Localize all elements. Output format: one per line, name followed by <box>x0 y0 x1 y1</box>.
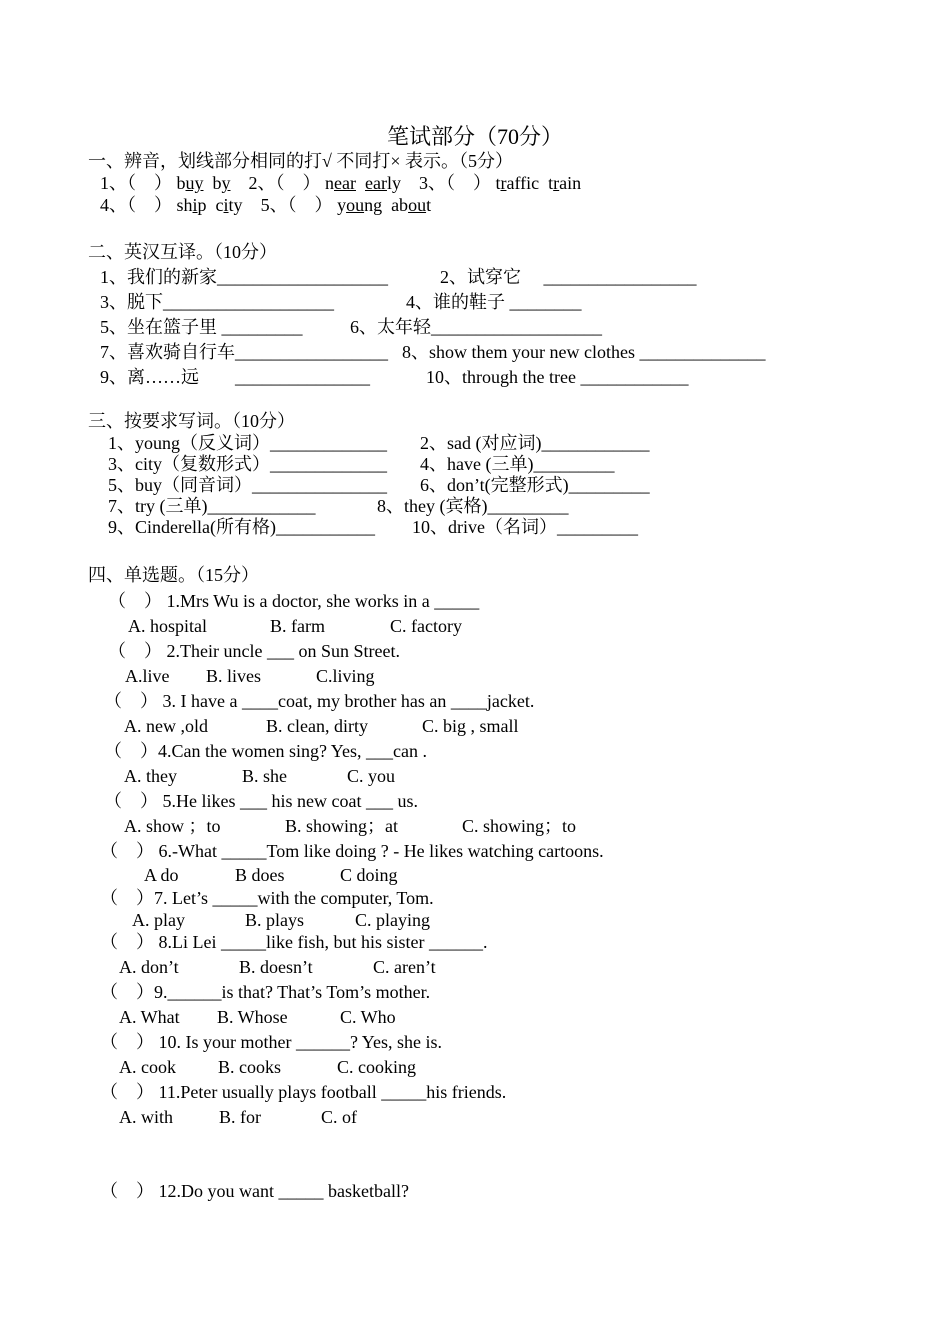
word-form-item: 6、don’t(完整形式)_________ <box>420 475 650 495</box>
word-form-item: 7、try (三单)____________ <box>108 496 316 516</box>
word-form-item: 4、have (三单)_________ <box>420 454 615 474</box>
section-4-heading: 四、单选题。（15分） <box>88 565 259 585</box>
translation-item: 6、太年轻___________________ <box>350 317 602 337</box>
item-number: 4、（ ） <box>100 195 172 215</box>
question-text: （ ） 8.Li Lei _____like fish, but his sister ______. <box>100 932 488 952</box>
word: buy <box>176 173 204 193</box>
option: C. factory <box>390 616 462 636</box>
question-text: （ ） 10. Is your mother ______? Yes, she is. <box>100 1032 442 1052</box>
item-number: 3、（ ） <box>418 173 491 193</box>
option: A.live <box>125 666 170 686</box>
word-form-item: 2、sad (对应词)____________ <box>420 433 650 453</box>
question-text: （ ）4.Can the women sing? Yes, ___can . <box>104 741 427 761</box>
question-text: （ ） 1.Mrs Wu is a doctor, she works in a _____ <box>108 591 480 611</box>
translation-item: 2、试穿它 _________________ <box>440 267 697 287</box>
translation-item: 8、show them your new clothes ______________ <box>402 342 766 362</box>
option: C. you <box>347 766 396 786</box>
word: train <box>548 173 582 193</box>
option: C. Who <box>340 1007 396 1027</box>
option: B does <box>235 865 285 885</box>
translation-item: 1、我们的新家___________________ <box>100 267 388 287</box>
option: C. showing；to <box>462 816 577 836</box>
option: B. she <box>242 766 287 786</box>
option: A. cook <box>119 1057 176 1077</box>
word-form-item: 8、they (宾格)_________ <box>377 496 569 516</box>
item-number: 2、（ ） <box>248 173 321 193</box>
word: about <box>391 195 432 215</box>
translation-item: 7、喜欢骑自行车_________________ <box>100 342 388 362</box>
option: A. hospital <box>128 616 207 636</box>
word: city <box>215 195 243 215</box>
option: B. farm <box>270 616 325 636</box>
option: C. playing <box>355 910 430 930</box>
option: B. clean, dirty <box>266 716 368 736</box>
option: C. of <box>321 1107 357 1127</box>
section-3-heading: 三、按要求写词。（10分） <box>88 411 295 431</box>
option: A. show ；to <box>124 816 221 836</box>
item-number: 5、（ ） <box>260 195 333 215</box>
translation-item: 10、through the tree ____________ <box>426 367 689 387</box>
option: B. cooks <box>218 1057 281 1077</box>
translation-item: 3、脱下___________________ <box>100 292 334 312</box>
section-1-heading: 一、辨音，划线部分相同的打√ 不同打× 表示。（5分） <box>88 151 514 171</box>
option: C. aren’t <box>373 957 436 977</box>
word: traffic <box>495 173 540 193</box>
option: A. play <box>132 910 185 930</box>
section-2-heading: 二、英汉互译。（10分） <box>88 242 277 262</box>
word-form-item: 1、young（反义词）_____________ <box>108 433 387 453</box>
word: early <box>364 173 401 193</box>
section-1-line-1 <box>100 172 581 194</box>
option: B. plays <box>245 910 305 930</box>
page-title: 笔试部分（70分） <box>386 124 563 149</box>
option: C. big , small <box>422 716 519 736</box>
option: C.living <box>316 666 375 686</box>
option: B. showing；at <box>285 816 399 836</box>
item-number: 1、（ ） <box>100 173 172 193</box>
word: young <box>337 195 383 215</box>
word-form-item: 9、Cinderella(所有格)___________ <box>108 517 375 537</box>
translation-item: 9、离……远 _______________ <box>100 367 370 387</box>
word: ship <box>176 195 207 215</box>
option: A. new ,old <box>124 716 208 736</box>
option: A do <box>144 865 179 885</box>
question-text: （ ） 3. I have a ____coat, my brother has an ____jacket. <box>104 691 535 711</box>
question-text: （ ） 11.Peter usually plays football _____his friends. <box>100 1082 507 1102</box>
option: A. they <box>124 766 177 786</box>
question-text: （ ） 5.He likes ___ his new coat ___ us. <box>104 791 418 811</box>
option: B. lives <box>206 666 262 686</box>
question-text: （ ） 2.Their uncle ___ on Sun Street. <box>108 641 400 661</box>
question-text: （ ） 12.Do you want _____ basketball? <box>100 1181 409 1201</box>
option: B. doesn’t <box>239 957 313 977</box>
question-text: （ ）7. Let’s _____with the computer, Tom. <box>100 888 434 908</box>
question-text: （ ） 6.-What _____Tom like doing ? - He likes watching cartoons. <box>100 841 604 861</box>
word-form-item: 10、drive（名词）_________ <box>412 517 638 537</box>
word: near <box>325 173 356 193</box>
option: B. for <box>219 1107 261 1127</box>
option: C doing <box>340 865 398 885</box>
translation-item: 5、坐在篮子里 _________ <box>100 317 303 337</box>
word: by <box>212 173 231 193</box>
question-text: （ ）9.______is that? That’s Tom’s mother. <box>100 982 431 1002</box>
word-form-item: 3、city（复数形式）_____________ <box>108 454 387 474</box>
option: A. don’t <box>119 957 179 977</box>
option: A. What <box>119 1007 180 1027</box>
option: A. with <box>119 1107 173 1127</box>
word-form-item: 5、buy（同音词）_______________ <box>108 475 387 495</box>
option: C. cooking <box>337 1057 416 1077</box>
option: B. Whose <box>217 1007 288 1027</box>
translation-item: 4、谁的鞋子 ________ <box>406 292 582 312</box>
section-1-line-2 <box>100 194 431 216</box>
